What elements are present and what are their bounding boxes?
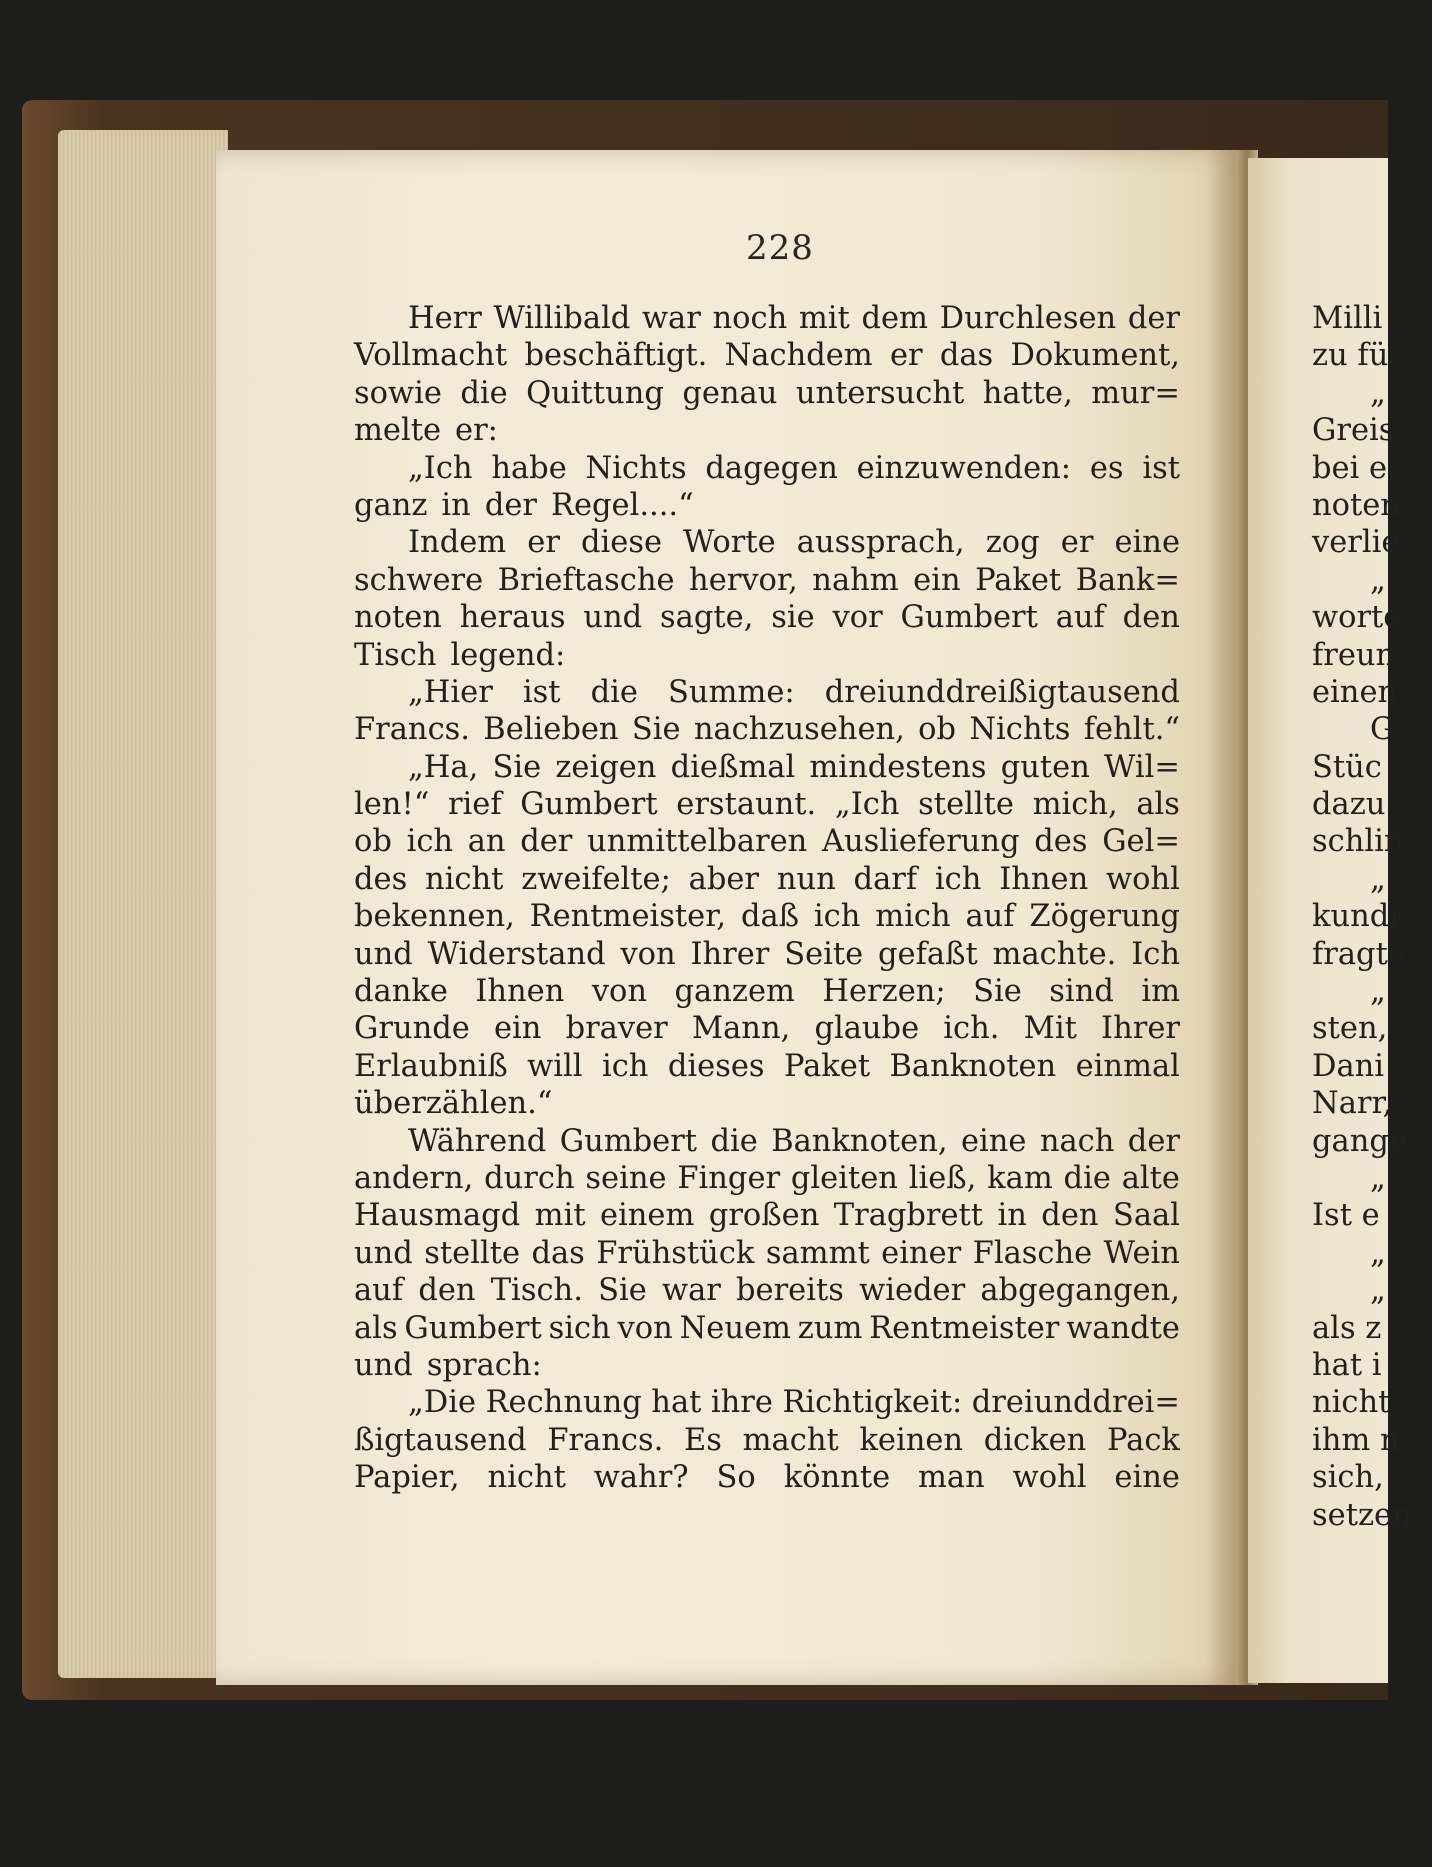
text-line: des nicht zweifelte; aber nun darf ich Ihnen wohl [354, 861, 1180, 897]
text-line: „ [1370, 375, 1386, 411]
text-line: ganz in der Regel....“ [354, 487, 694, 523]
text-line: und stellte das Frühstück sammt einer Flasche Wein [354, 1235, 1180, 1271]
text-line: bei e [1312, 450, 1388, 486]
text-line: ob ich an der unmittelbaren Auslieferung des Gel= [354, 824, 1180, 860]
text-line: gange [1312, 1123, 1407, 1159]
text-line: Greis [1312, 413, 1395, 449]
page-edges [58, 130, 228, 1678]
text-line: ihm n [1312, 1422, 1400, 1458]
text-line: „ [1370, 1160, 1386, 1196]
text-line: G [1370, 712, 1395, 748]
right-page-text [1312, 300, 1432, 1534]
text-line: Während Gumbert die Banknoten, eine nach der [408, 1123, 1180, 1159]
text-line: „Ich habe Nichts dagegen einzuwenden: es ist [408, 450, 1180, 486]
text-line: Stüc [1312, 749, 1382, 785]
text-line: Indem er diese Worte aussprach, zog er eine [408, 525, 1180, 561]
text-line: Francs. Belieben Sie nachzusehen, ob Nichts fehlt.“ [354, 712, 1180, 748]
text-line: nicht [1312, 1385, 1391, 1421]
text-line: sten, [1312, 1011, 1388, 1047]
text-line: Grunde ein braver Mann, glaube ich. Mit Ihrer [354, 1011, 1180, 1047]
text-line: „Hier ist die Summe: dreiunddreißigtausend [408, 674, 1180, 710]
text-line: worte [1312, 600, 1402, 636]
text-line: hat i [1312, 1347, 1382, 1383]
text-line: danke Ihnen von ganzem Herzen; Sie sind im [354, 974, 1180, 1010]
text-line: als z [1312, 1310, 1382, 1346]
text-line: melte er: [354, 413, 498, 449]
text-line: bekennen, Rentmeister, daß ich mich auf Zögerung [354, 899, 1180, 935]
text-line: andern, durch seine Finger gleiten ließ, kam die alte [354, 1160, 1180, 1196]
text-line: und sprach: [354, 1347, 542, 1383]
text-line: setzen [1312, 1497, 1412, 1533]
text-line: noten [1312, 487, 1400, 523]
text-line: Vollmacht beschäftigt. Nachdem er das Dokument, [354, 338, 1180, 374]
text-line: Herr Willibald war noch mit dem Durchlesen der [408, 301, 1180, 336]
text-line: „Die Rechnung hat ihre Richtigkeit: dreiunddrei= [408, 1385, 1180, 1421]
text-line: „ [1370, 1273, 1386, 1309]
text-line: noten heraus und sagte, sie vor Gumbert auf den [354, 600, 1180, 636]
text-line: überzählen.“ [354, 1086, 553, 1122]
text-line: zu fü [1312, 338, 1389, 374]
text-line: fragte [1312, 936, 1406, 972]
text-line: kundi [1312, 899, 1400, 935]
page-number: 228 [746, 228, 814, 268]
text-line: „ [1370, 861, 1386, 897]
text-line: Dani [1312, 1048, 1385, 1084]
text-line: „ [1370, 562, 1386, 598]
text-line: „ [1370, 974, 1386, 1010]
text-line: „ [1370, 1235, 1386, 1271]
text-line: freun [1312, 637, 1396, 673]
text-line: Papier, nicht wahr? So könnte man wohl eine [354, 1460, 1180, 1496]
text-line: verlie [1312, 525, 1400, 561]
text-line: ßigtausend Francs. Es macht keinen dicken Pack [354, 1422, 1180, 1458]
text-line: sich, [1312, 1460, 1384, 1496]
text-line: Erlaubniß will ich dieses Paket Banknoten einmal [354, 1048, 1180, 1084]
text-line: schlin [1312, 824, 1404, 860]
text-line: Milli [1312, 301, 1383, 336]
text-line: einen [1312, 674, 1398, 710]
text-line: Tisch legend: [354, 637, 566, 673]
text-line: sowie die Quittung genau untersucht hatte, mur= [354, 375, 1180, 411]
text-line: als Gumbert sich von Neuem zum Rentmeister wandte [354, 1310, 1180, 1346]
text-line: Hausmagd mit einem großen Tragbrett in den Saal [354, 1198, 1180, 1234]
text-line: len!“ rief Gumbert erstaunt. „Ich stellte mich, als [354, 787, 1180, 823]
text-line: und Widerstand von Ihrer Seite gefaßt machte. Ich [354, 936, 1180, 972]
text-line: dazu [1312, 787, 1386, 823]
left-page-text [354, 300, 1180, 1497]
text-line: schwere Brieftasche hervor, nahm ein Paket Bank= [354, 562, 1180, 598]
text-line: Narr, [1312, 1086, 1393, 1122]
text-line: auf den Tisch. Sie war bereits wieder abgegangen, [354, 1273, 1180, 1309]
text-line: „Ha, Sie zeigen dießmal mindestens guten Wil= [408, 749, 1180, 785]
text-line: Ist e [1312, 1198, 1380, 1234]
